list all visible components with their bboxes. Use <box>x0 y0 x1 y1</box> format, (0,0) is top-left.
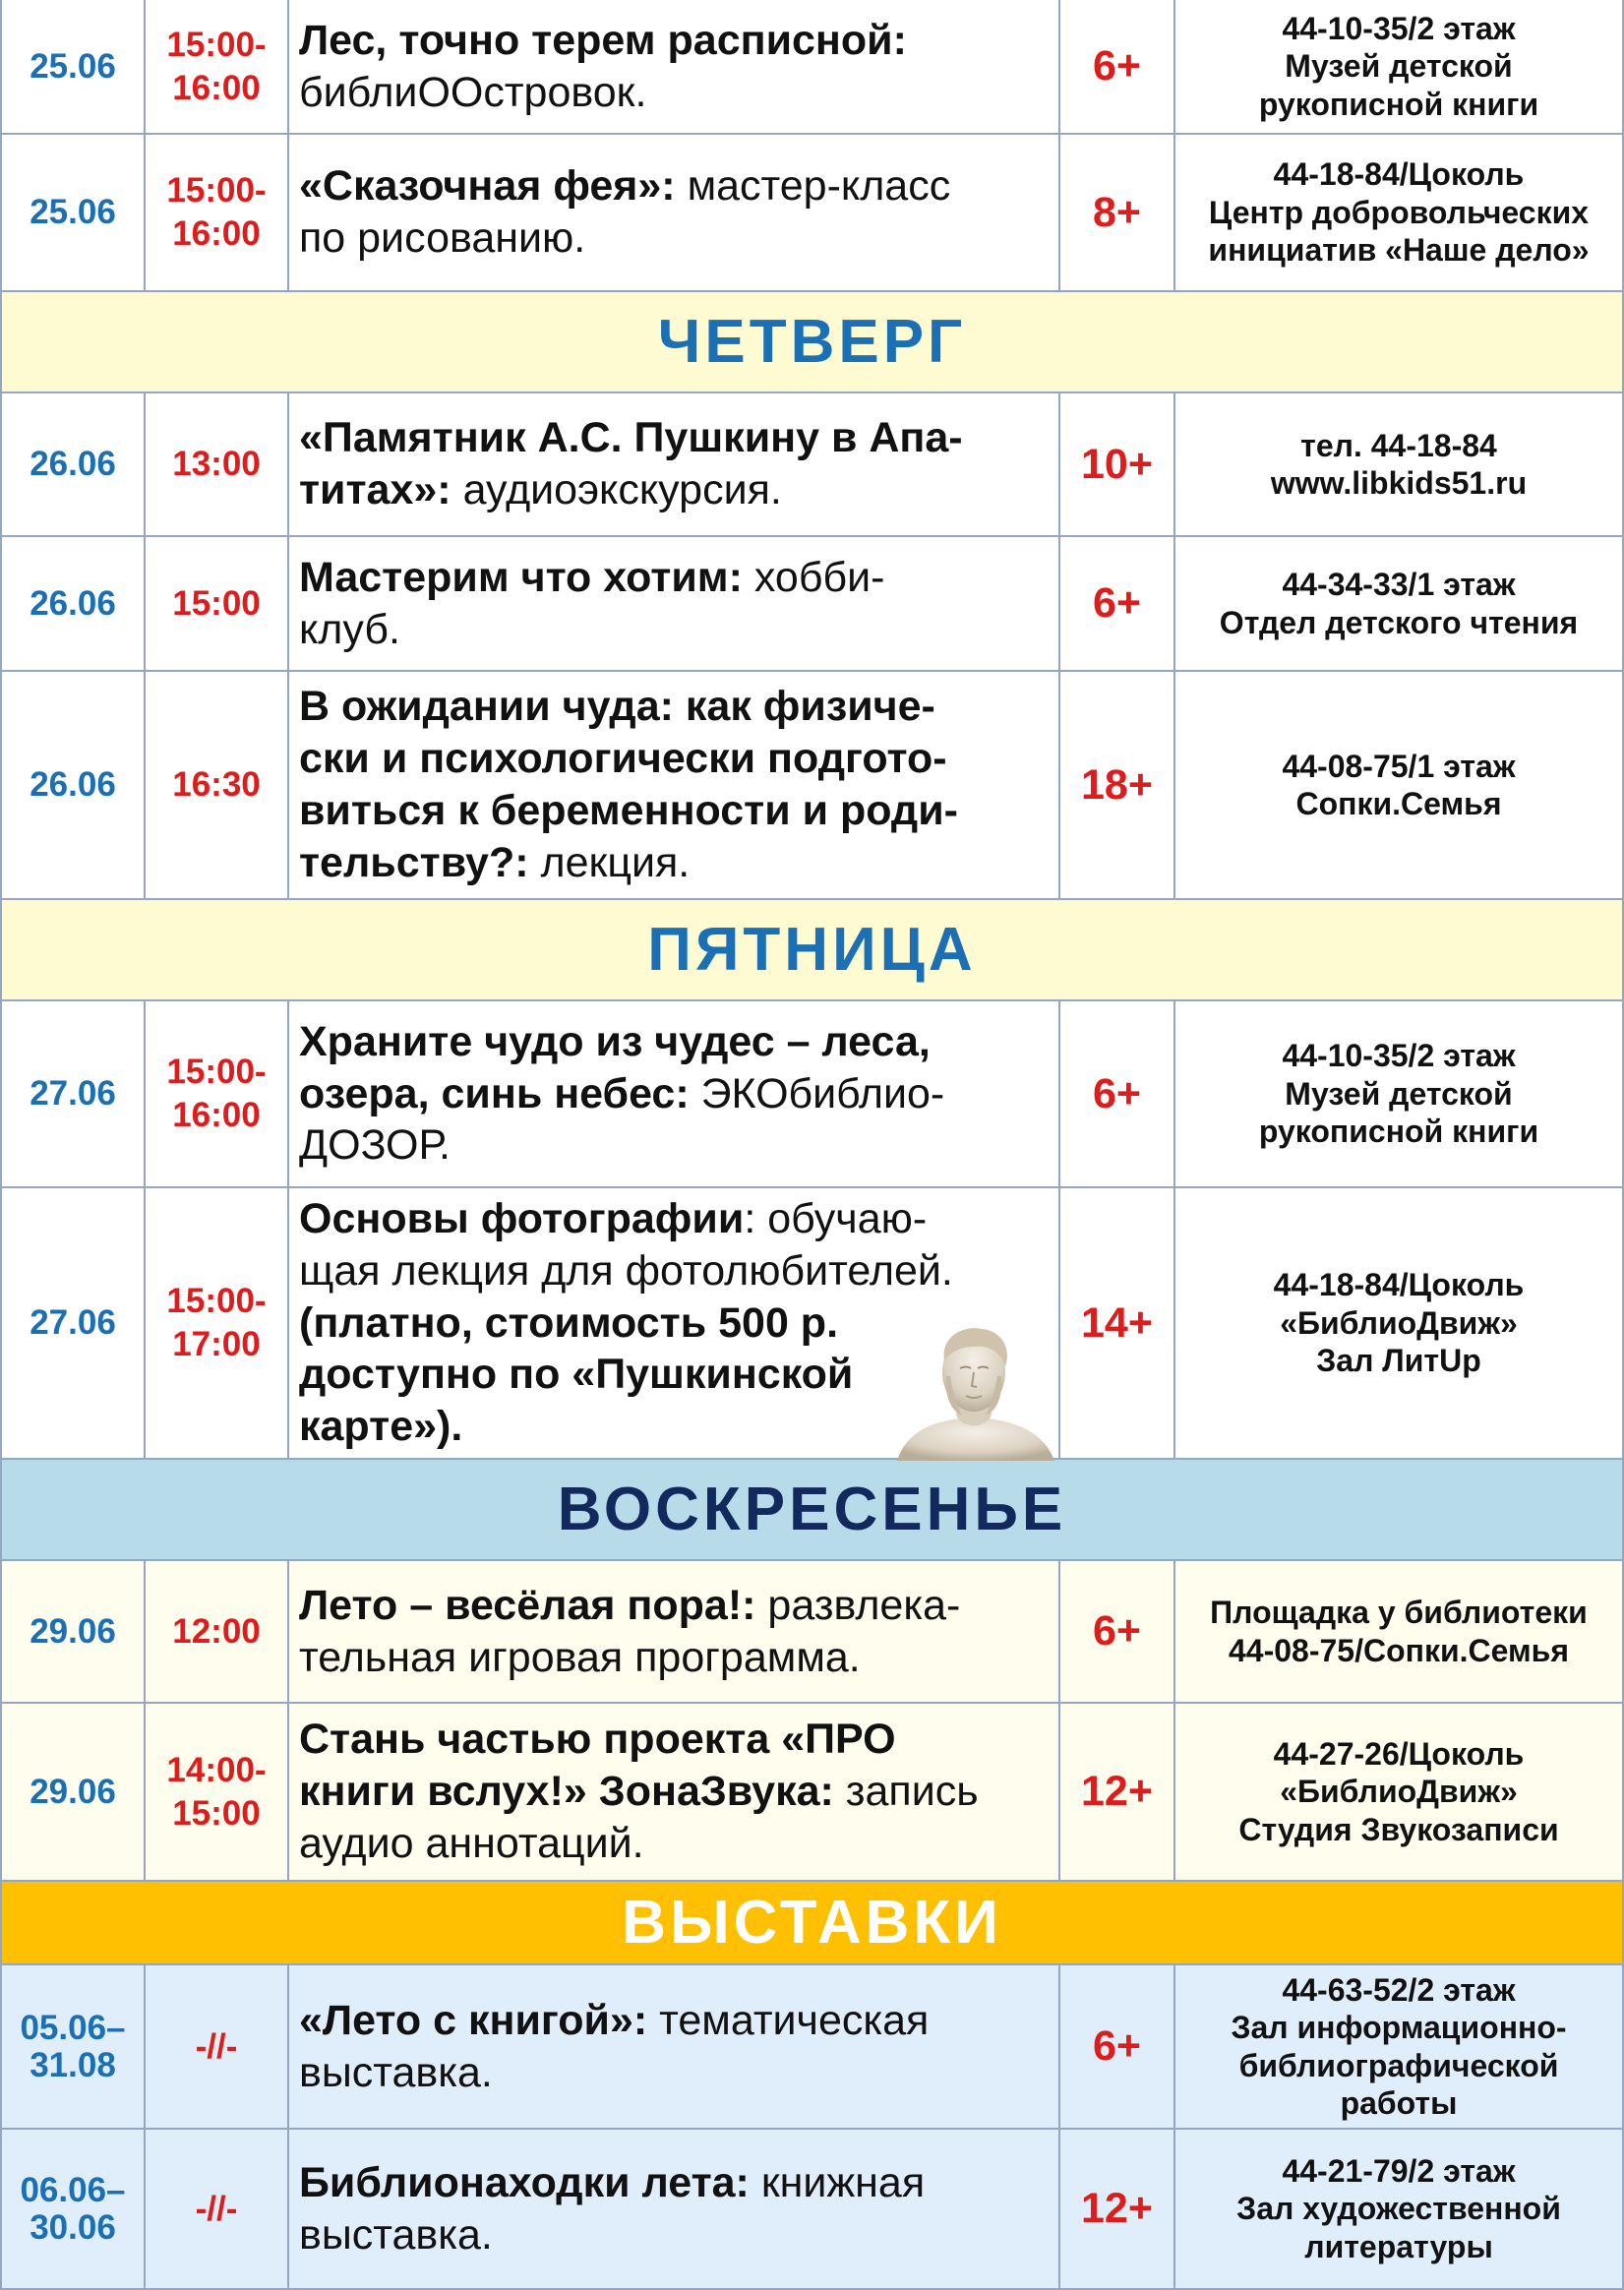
event-title <box>299 552 884 656</box>
age-rating: 18+ <box>1081 760 1153 809</box>
age-rating: 6+ <box>1092 579 1142 627</box>
event-date: 26.06 <box>30 765 116 805</box>
event-row <box>0 672 1624 900</box>
time-cell <box>146 537 289 672</box>
time-cell <box>146 1965 289 2130</box>
event-row <box>0 0 1624 135</box>
event-title-bold: Мастерим что хотим: <box>299 553 743 601</box>
event-time: 13:00 <box>172 445 261 484</box>
age-cell <box>1060 1561 1175 1704</box>
place-cell <box>1175 672 1624 900</box>
event-title <box>299 15 907 119</box>
event-time: 15:00- 16:00 <box>166 171 267 253</box>
event-title-rest: лекция. <box>528 838 691 886</box>
event-time: 15:00- 16:00 <box>166 25 267 107</box>
title-cell <box>289 1965 1060 2130</box>
age-rating: 10+ <box>1081 440 1153 488</box>
event-place: 44-10-35/2 этаж Музей детской рукописной книги <box>1258 10 1539 122</box>
age-rating: 6+ <box>1092 1069 1142 1117</box>
date-cell <box>0 1188 146 1460</box>
event-title <box>299 2157 925 2261</box>
event-row <box>0 1965 1624 2130</box>
place-cell <box>1175 537 1624 672</box>
date-cell <box>0 2130 146 2290</box>
time-cell <box>146 0 289 135</box>
event-time: 16:30 <box>172 765 261 805</box>
event-date: 26.06 <box>30 583 116 623</box>
event-date: 29.06 <box>30 1611 116 1651</box>
title-cell <box>289 135 1060 292</box>
event-place: 44-10-35/2 этаж Музей детской рукописной книги <box>1258 1038 1539 1150</box>
event-title-bold: Лес, точно терем расписной: <box>299 16 907 64</box>
title-cell <box>289 537 1060 672</box>
event-time: 12:00 <box>172 1611 261 1651</box>
event-row <box>0 1704 1624 1882</box>
place-cell <box>1175 2130 1624 2290</box>
event-time: 15:00- 16:00 <box>166 1053 267 1134</box>
age-cell <box>1060 0 1175 135</box>
place-cell <box>1175 1704 1624 1882</box>
age-rating: 6+ <box>1092 2022 1142 2070</box>
event-title <box>299 681 958 889</box>
day-header-label: ВОСКРЕСЕНЬЕ <box>557 1476 1067 1543</box>
event-row <box>0 393 1624 537</box>
event-row <box>0 1188 1624 1460</box>
age-cell <box>1060 1001 1175 1188</box>
title-cell <box>289 1561 1060 1704</box>
time-cell <box>146 672 289 900</box>
time-cell <box>146 2130 289 2290</box>
event-row <box>0 135 1624 292</box>
day-header-row <box>0 1460 1624 1561</box>
date-cell <box>0 537 146 672</box>
event-date: 27.06 <box>30 1303 116 1343</box>
event-place: 44-21-79/2 этаж Зал художественной литературы <box>1236 2152 1561 2264</box>
date-cell <box>0 1561 146 1704</box>
day-header-row <box>0 1882 1624 1965</box>
event-title-rest: мастер-класс по рисованию. <box>299 162 951 262</box>
event-title-bold: Храните чудо из чудес – леса, озера, синь небес: <box>299 1017 931 1117</box>
event-title-rest: : обучаю- щая лекция для фотолюбителей. <box>299 1194 953 1295</box>
event-title-bold: Стань частью проекта «ПРО книги вслух!» ЗонаЗвука: <box>299 1716 896 1816</box>
event-title <box>299 160 950 265</box>
event-title-rest: аудиоэкскурсия. <box>451 466 782 513</box>
place-cell <box>1175 1188 1624 1460</box>
time-cell <box>146 1704 289 1882</box>
title-cell <box>289 1001 1060 1188</box>
age-rating: 14+ <box>1081 1298 1153 1347</box>
date-cell <box>0 135 146 292</box>
event-date: 29.06 <box>30 1772 116 1811</box>
event-place: 44-63-52/2 этаж Зал информационно- библиографической работы <box>1231 1971 1567 2121</box>
event-title <box>299 1580 960 1684</box>
age-cell <box>1060 1965 1175 2130</box>
event-title <box>299 1193 953 1453</box>
event-date: 25.06 <box>30 193 116 232</box>
place-cell <box>1175 0 1624 135</box>
event-title <box>299 412 963 516</box>
time-cell <box>146 1561 289 1704</box>
event-title-bold-extra: (платно, стоимость 500 р. доступно по «Пушкинской карте»). <box>299 1298 854 1451</box>
title-cell <box>289 393 1060 537</box>
event-title-rest: хобби- клуб. <box>299 553 885 653</box>
date-cell <box>0 1704 146 1882</box>
event-place: 44-27-26/Цоколь «БиблиоДвиж» Студия Звукозаписи <box>1238 1735 1559 1847</box>
title-cell <box>289 0 1060 135</box>
date-cell <box>0 0 146 135</box>
event-row <box>0 2130 1624 2290</box>
date-cell <box>0 393 146 537</box>
day-header-label: ПЯТНИЦА <box>647 916 977 984</box>
event-row <box>0 1561 1624 1704</box>
event-time: 15:00- 17:00 <box>166 1282 267 1363</box>
place-cell <box>1175 1965 1624 2130</box>
event-title-bold: Основы фотографии <box>299 1194 745 1242</box>
event-title-bold: «Памятник А.С. Пушкину в Апа- титах»: <box>299 414 963 513</box>
age-rating: 12+ <box>1081 2185 1153 2232</box>
event-title-rest: книжная выставка. <box>299 2158 926 2259</box>
title-cell <box>289 2130 1060 2290</box>
event-title <box>299 1714 979 1870</box>
event-row <box>0 1001 1624 1188</box>
event-place: Площадка у библиотеки 44-08-75/Сопки.Семья <box>1210 1595 1588 1668</box>
event-place: 44-34-33/1 этаж Отдел детского чтения <box>1219 567 1579 640</box>
age-cell <box>1060 393 1175 537</box>
event-date: 27.06 <box>30 1074 116 1114</box>
place-cell <box>1175 1561 1624 1704</box>
day-header-row <box>0 292 1624 393</box>
event-time: 14:00- 15:00 <box>166 1750 267 1833</box>
age-rating: 6+ <box>1092 1607 1142 1655</box>
event-row <box>0 537 1624 672</box>
title-cell <box>289 672 1060 900</box>
event-date: 25.06 <box>30 46 116 86</box>
event-time: 15:00 <box>172 583 261 623</box>
event-place: 44-08-75/1 этаж Сопки.Семья <box>1282 748 1516 821</box>
date-cell <box>0 672 146 900</box>
day-header-row <box>0 900 1624 1001</box>
event-title-rest: библиООстровок. <box>299 68 647 116</box>
time-cell <box>146 1001 289 1188</box>
age-cell <box>1060 135 1175 292</box>
age-cell <box>1060 537 1175 672</box>
date-cell <box>0 1001 146 1188</box>
age-rating: 8+ <box>1092 188 1142 236</box>
pushkin-bust-image <box>887 1321 1060 1461</box>
event-date: 26.06 <box>30 445 116 484</box>
date-cell <box>0 1965 146 2130</box>
event-title <box>299 1995 929 2099</box>
age-cell <box>1060 1188 1175 1460</box>
time-cell <box>146 393 289 537</box>
event-time: -//- <box>195 2189 238 2228</box>
age-cell <box>1060 672 1175 900</box>
place-cell <box>1175 1001 1624 1188</box>
event-title-bold: В ожидании чуда: как физиче- ски и психологически подгото- виться к беременности и роди- тельству?: <box>299 683 958 886</box>
event-title-rest: ЭКОбиблио- ДОЗОР. <box>299 1069 945 1170</box>
time-cell <box>146 135 289 292</box>
age-rating: 12+ <box>1081 1768 1153 1815</box>
event-title-bold: Лето – весёлая пора!: <box>299 1581 756 1629</box>
day-header-label: ЧЕТВЕРГ <box>657 308 967 376</box>
event-title-bold: «Лето с книгой»: <box>299 1996 648 2044</box>
event-date: 05.06– 31.08 <box>20 2008 126 2084</box>
place-cell <box>1175 393 1624 537</box>
place-cell <box>1175 135 1624 292</box>
event-title-bold: «Сказочная фея»: <box>299 162 676 211</box>
event-place: 44-18-84/Цоколь «БиблиоДвиж» Зал ЛитUp <box>1273 1267 1525 1379</box>
event-title <box>299 1016 944 1173</box>
age-rating: 6+ <box>1092 42 1142 90</box>
event-title-rest: развлека- тельная игровая программа. <box>299 1581 961 1681</box>
event-place: 44-18-84/Цоколь Центр добровольческих инициатив «Наше дело» <box>1208 156 1590 269</box>
event-title-rest: запись аудио аннотаций. <box>299 1768 979 1867</box>
age-cell <box>1060 2130 1175 2290</box>
event-place: тел. 44-18-84 www.libkids51.ru <box>1270 427 1528 501</box>
time-cell <box>146 1188 289 1460</box>
event-date: 06.06– 30.06 <box>20 2170 126 2247</box>
day-header-label: ВЫСТАВКИ <box>622 1889 1002 1957</box>
age-cell <box>1060 1704 1175 1882</box>
event-title-rest: тематическая выставка. <box>299 1996 930 2096</box>
event-time: -//- <box>195 2026 238 2066</box>
event-title-bold: Библионаходки лета: <box>299 2158 750 2206</box>
title-cell <box>289 1704 1060 1882</box>
